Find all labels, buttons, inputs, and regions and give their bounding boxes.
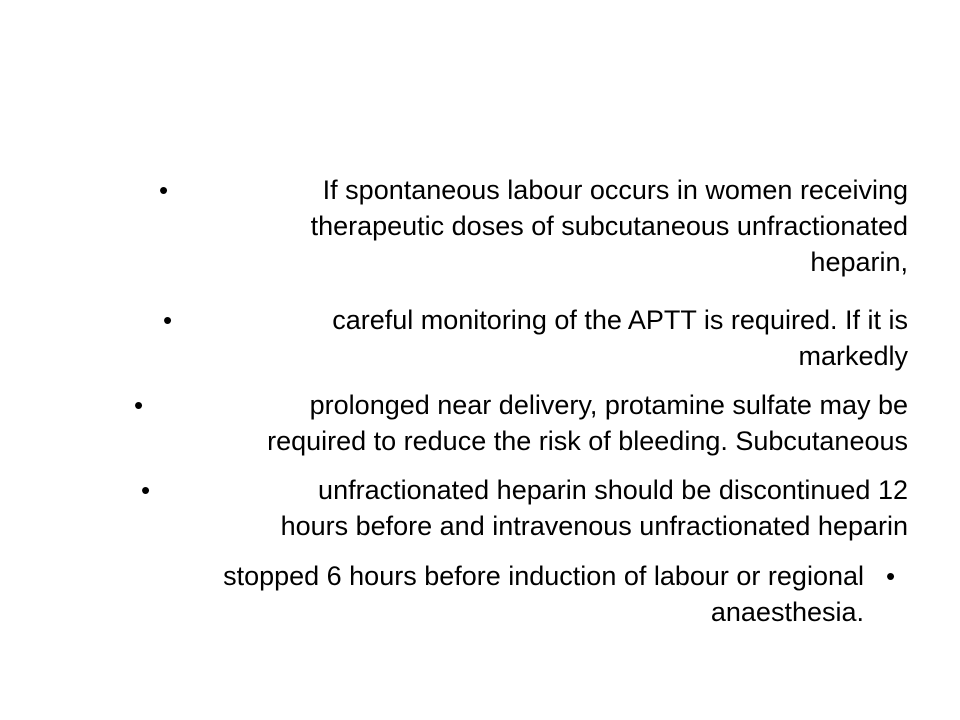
bullet-line: anaesthesia.	[710, 597, 864, 627]
bullet-dot: •	[886, 561, 896, 591]
bullet-line: prolonged near delivery, protamine sulfate may be	[309, 390, 908, 420]
bullet-line: markedly	[798, 341, 908, 371]
bullet-line: heparin,	[810, 247, 908, 277]
bullet-dot: •	[141, 475, 151, 505]
bullet-line: therapeutic doses of subcutaneous unfractionated	[310, 211, 908, 241]
bullet-item-2	[332, 302, 908, 374]
bullet-dot: •	[159, 175, 169, 205]
bullet-item-3	[267, 387, 908, 459]
bullet-line: careful monitoring of the APTT is required. If it is	[332, 305, 908, 335]
bullet-line: If spontaneous labour occurs in women receiving	[322, 175, 908, 205]
bullet-item-1	[311, 172, 908, 280]
bullet-line: unfractionated heparin should be discontinued 12	[318, 475, 908, 505]
bullet-line: stopped 6 hours before induction of labour or regional	[223, 561, 864, 591]
bullet-dot: •	[163, 305, 173, 335]
bullet-dot: •	[134, 390, 144, 420]
bullet-item-5	[223, 558, 864, 630]
bullet-line: hours before and intravenous unfractionated heparin	[280, 511, 908, 541]
bullet-item-4	[281, 472, 908, 544]
bullet-line: required to reduce the risk of bleeding. Subcutaneous	[267, 426, 908, 456]
